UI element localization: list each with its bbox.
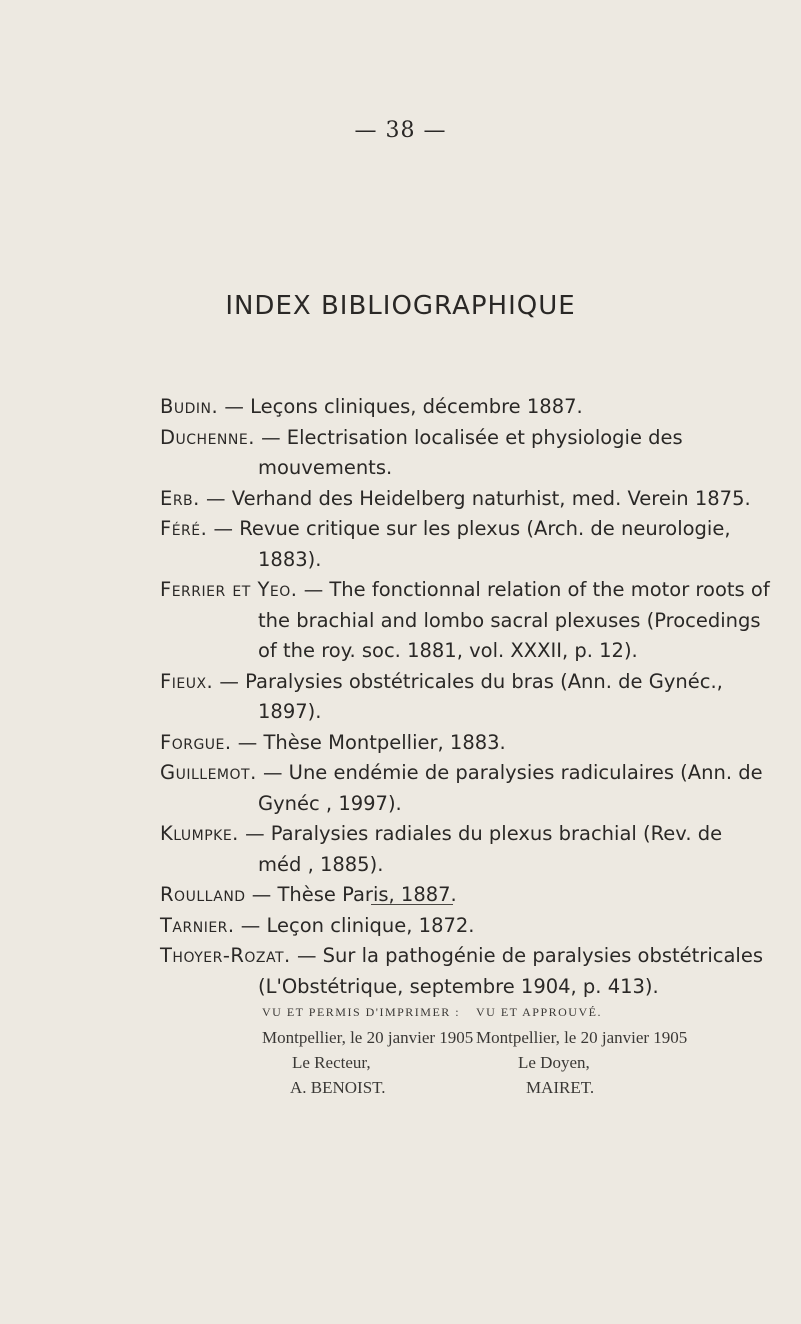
entry-text: — Leçons cliniques, décembre 1887. [218, 395, 583, 418]
approval-caption: VU ET APPROUVÉ. [476, 1005, 602, 1019]
entry-author: Fieux. [160, 669, 214, 693]
entry-author: Klumpke. [160, 822, 239, 845]
divider-rule [371, 904, 453, 905]
page-number: — 38 — [354, 118, 447, 143]
entry-author: Féré. [160, 517, 208, 540]
entry-text: — Thèse Paris, 1887. [245, 883, 457, 906]
bibliography-entry [160, 484, 770, 515]
rector-signature-block [262, 1000, 482, 1100]
entry-text: — Paralysies obstétricales du bras (Ann. de Gynéc., 1897). [213, 669, 723, 723]
entry-text: — The fonctionnal relation of the motor roots of the brachial and lombo sacral plexuses (Procedings of the roy. soc. 1881, vol. XXXII, p. 12). [258, 578, 770, 662]
entry-author: Erb. [160, 486, 200, 510]
entry-author: Ferrier et Yeo. [160, 578, 298, 601]
permit-date: Montpellier, le 20 janvier 1905 [262, 1028, 474, 1047]
page-title: INDEX BIBLIOGRAPHIQUE [225, 291, 576, 321]
entry-text: — Thèse Montpellier, 1883. [231, 730, 506, 754]
rector-title: Le Recteur, [292, 1053, 371, 1072]
entry-author: Tarnier. [160, 913, 235, 937]
entry-author: Roulland [160, 883, 246, 906]
bibliography-entry [160, 758, 770, 819]
entry-author: Budin. [160, 395, 219, 418]
entry-author: Forgue. [160, 730, 232, 754]
entry-author: Thoyer-Rozat. [160, 944, 291, 967]
bibliography-entry [160, 941, 770, 1002]
entry-author: Duchenne. [160, 425, 255, 449]
bibliography-entry [160, 911, 770, 942]
bibliography-entry [160, 423, 770, 484]
entry-text: — Paralysies radiales du plexus brachial (Rev. de méd , 1885). [238, 822, 723, 876]
bibliography-entry [160, 819, 770, 880]
dean-signature-block [476, 1000, 756, 1100]
rector-name: A. BENOIST. [290, 1078, 386, 1097]
entry-text: — Electrisation localisée et physiologie des mouvements. [254, 425, 683, 479]
entry-text: — Une endémie de paralysies radiculaires (Ann. de Gynéc , 1997). [256, 761, 763, 815]
permit-caption: VU ET PERMIS D'IMPRIMER : [262, 1005, 461, 1019]
dean-title: Le Doyen, [518, 1053, 590, 1072]
entry-text: — Revue critique sur les plexus (Arch. de neurologie, 1883). [207, 517, 731, 571]
bibliography-list [160, 392, 770, 1002]
bibliography-entry [160, 392, 770, 423]
entry-text: — Leçon clinique, 1872. [234, 913, 475, 937]
entry-text: — Verhand des Heidelberg naturhist, med. Verein 1875. [199, 486, 751, 510]
bibliography-entry [160, 514, 770, 575]
dean-name: MAIRET. [526, 1078, 595, 1097]
entry-author: Guillemot. [160, 761, 257, 784]
bibliography-entry [160, 728, 770, 759]
approval-date: Montpellier, le 20 janvier 1905 [476, 1028, 688, 1047]
entry-text: — Sur la pathogénie de paralysies obstétricales (L'Obstétrique, septembre 1904, p. 413). [258, 944, 763, 998]
bibliography-entry [160, 667, 770, 728]
bibliography-entry [160, 575, 770, 667]
bibliography-entry [160, 880, 770, 911]
